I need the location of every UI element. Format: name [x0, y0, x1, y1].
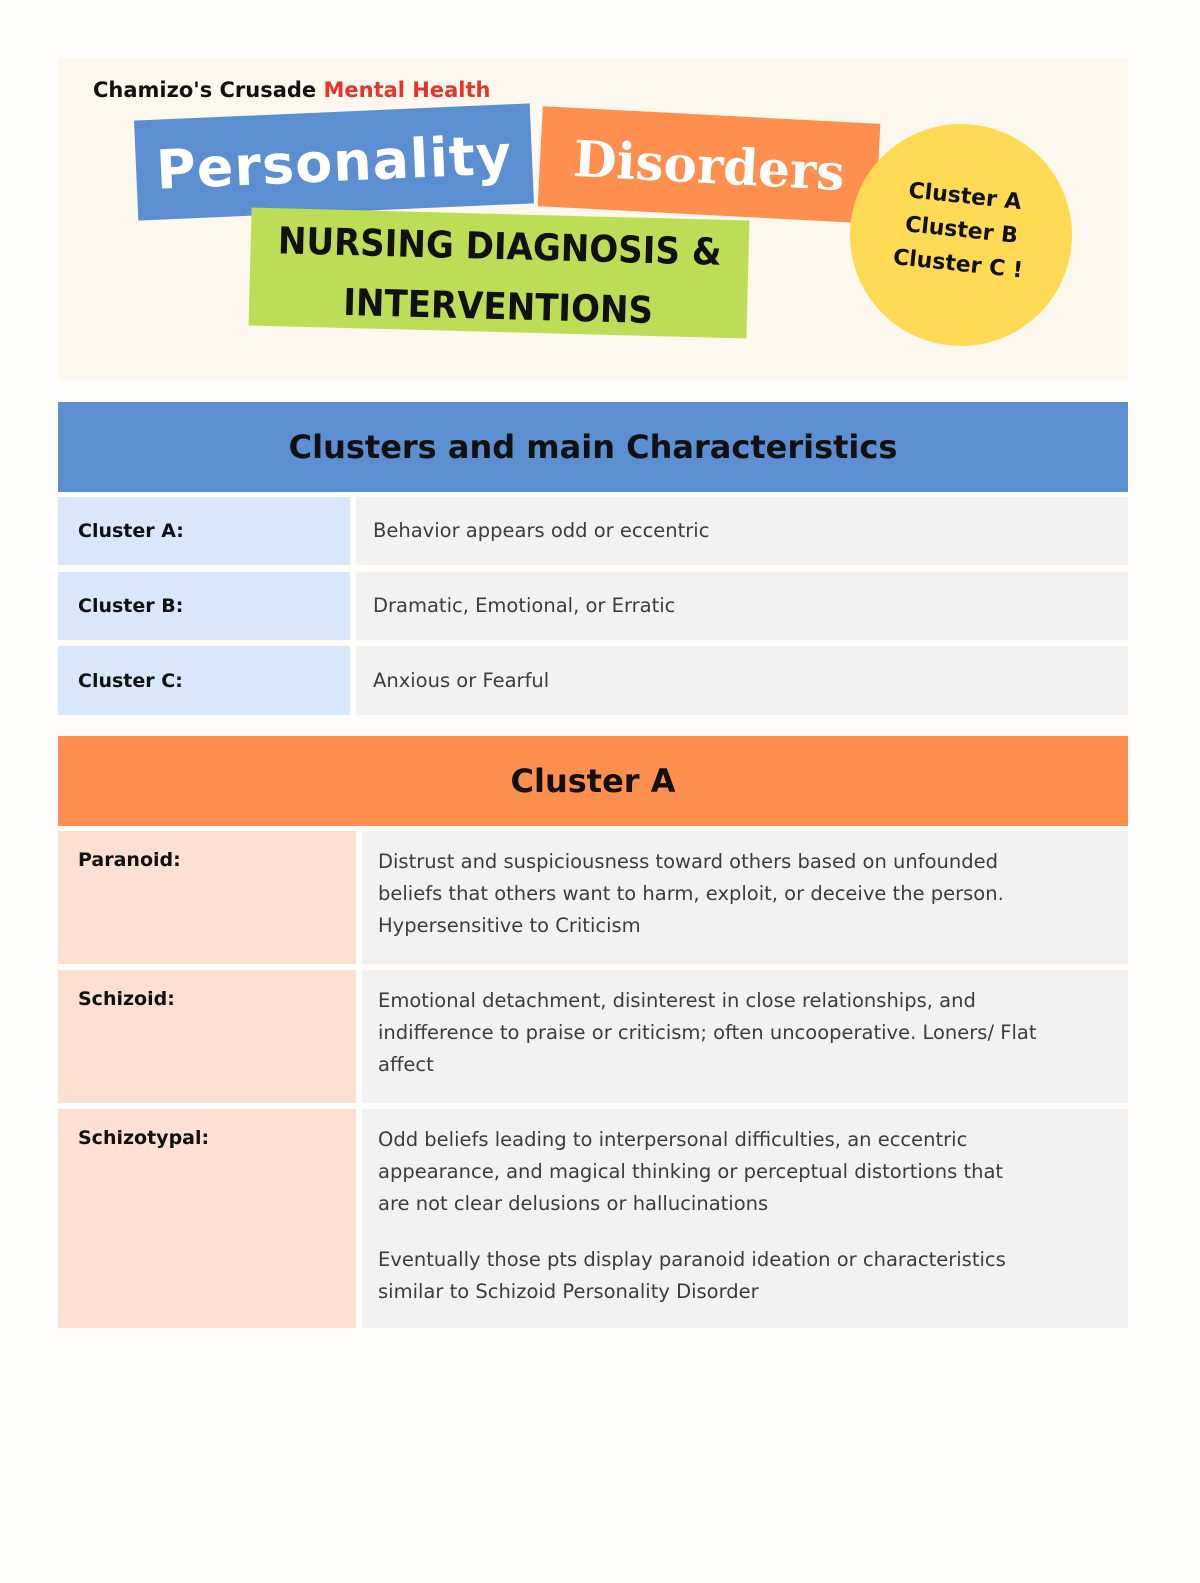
description-line: Distrust and suspiciousness toward others based on unfounded — [378, 850, 999, 873]
badge-line-3: Cluster C ! — [891, 245, 1024, 284]
disorder-row — [58, 831, 1128, 964]
clusters-heading-band — [58, 402, 1128, 492]
brand-line — [93, 78, 490, 102]
description-line: affect — [378, 1053, 434, 1076]
description-line: beliefs that others want to harm, exploit, or deceive the person. — [378, 882, 1004, 905]
description-line: are not clear delusions or hallucinations — [378, 1192, 769, 1215]
cluster-a-heading: Cluster A — [510, 762, 676, 800]
badge-line-1: Cluster A — [907, 178, 1023, 216]
cluster-row — [58, 572, 1128, 640]
description-line: Emotional detachment, disinterest in close relationships, and — [378, 989, 976, 1012]
description-line: appearance, and magical thinking or perceptual distortions that — [378, 1160, 1004, 1183]
brand-name: Chamizo's Crusade — [93, 78, 317, 102]
title-personality: Personality — [154, 122, 514, 202]
cluster-description: Dramatic, Emotional, or Erratic — [356, 572, 1128, 640]
title-disorders-block — [538, 106, 881, 224]
subtitle-block — [249, 208, 750, 339]
disorder-label: Schizoid: — [58, 970, 356, 1103]
cluster-row — [58, 497, 1128, 565]
description-line: Odd beliefs leading to interpersonal difficulties, an eccentric — [378, 1128, 968, 1151]
disorder-label: Paranoid: — [58, 831, 356, 964]
cluster-description: Anxious or Fearful — [356, 646, 1128, 715]
subtitle-line-2: INTERVENTIONS — [342, 280, 654, 333]
cluster-label: Cluster B: — [58, 572, 350, 640]
title-personality-block — [134, 103, 534, 220]
cluster-a-heading-band — [58, 736, 1128, 826]
cluster-description: Behavior appears odd or eccentric — [356, 497, 1128, 565]
clusters-heading: Clusters and main Characteristics — [288, 428, 898, 466]
disorder-description — [362, 831, 1128, 964]
subtitle-line-1: NURSING DIAGNOSIS & — [277, 219, 723, 274]
disorder-row — [58, 1109, 1128, 1328]
title-disorders: Disorders — [571, 128, 847, 202]
description-line: Eventually those pts display paranoid ideation or characteristics — [378, 1248, 1006, 1271]
brand-accent: Mental Health — [323, 78, 491, 102]
cluster-row — [58, 646, 1128, 715]
disorder-label: Schizotypal: — [58, 1109, 356, 1328]
cluster-label: Cluster C: — [58, 646, 350, 715]
cluster-label: Cluster A: — [58, 497, 350, 565]
description-line: indifference to praise or criticism; often uncooperative. Loners/ Flat — [378, 1021, 1037, 1044]
disorder-description — [362, 1109, 1128, 1328]
disorder-row — [58, 970, 1128, 1103]
description-line: similar to Schizoid Personality Disorder — [378, 1280, 759, 1303]
badge-line-2: Cluster B — [903, 212, 1020, 249]
description-line: Hypersensitive to Criticism — [378, 914, 641, 937]
disorder-description — [362, 970, 1128, 1103]
